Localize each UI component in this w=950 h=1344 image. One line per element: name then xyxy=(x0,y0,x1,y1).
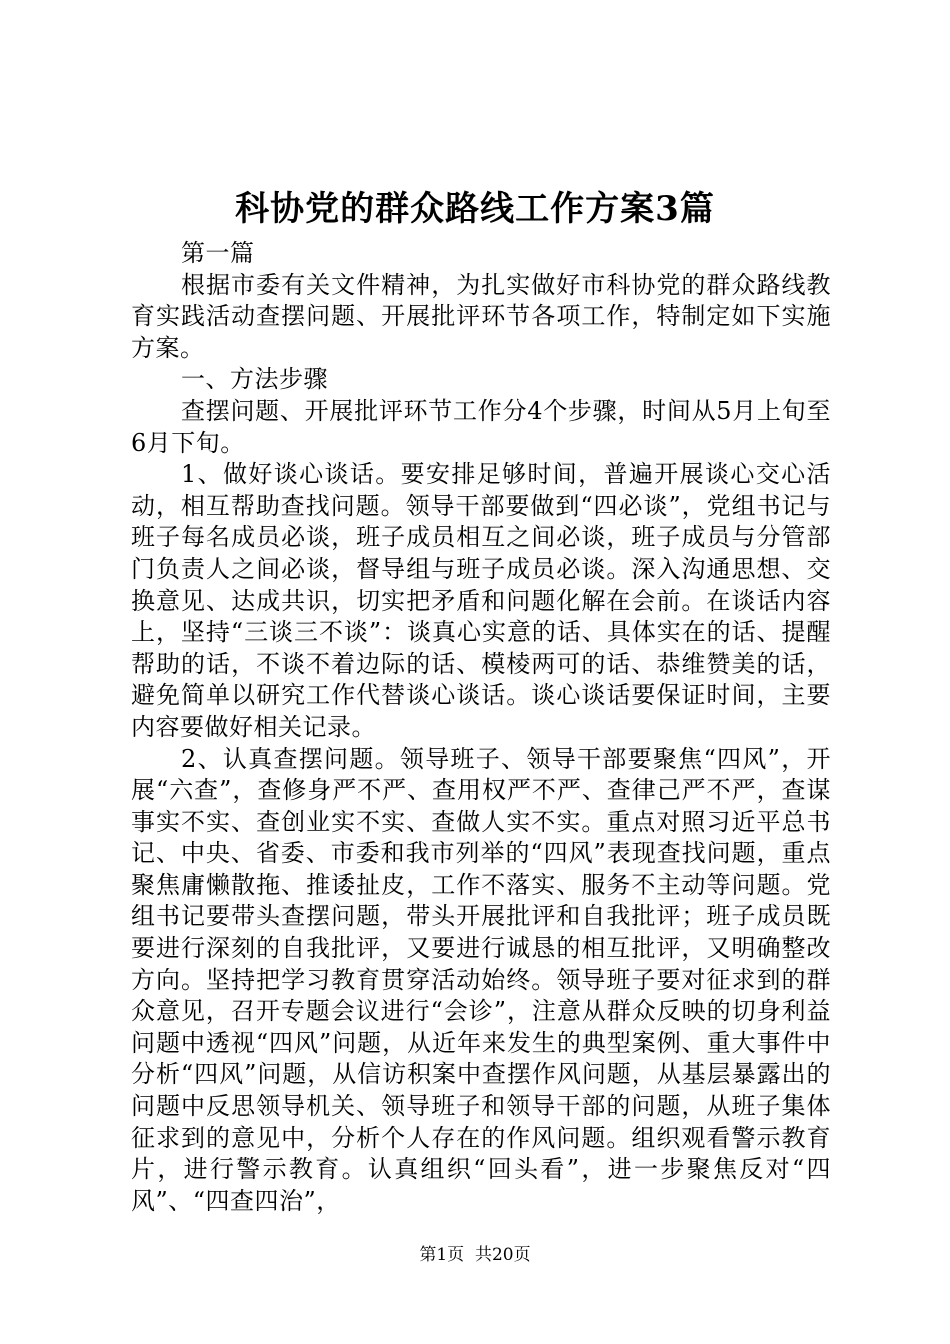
intro-paragraph: 根据市委有关文件精神，为扎实做好市科协党的群众路线教育实践活动查摆问题、开展批评环节各项工作，特制定如下实施方案。 xyxy=(131,270,831,362)
step-1-paragraph: 1、做好谈心谈话。要安排足够时间，普遍开展谈心交心活动，相互帮助查找问题。领导干部要做到“四必谈”，党组书记与班子每名成员必谈，班子成员相互之间必谈，班子成员与分管部门负责人之间必谈，督导组与班子成员必谈。深入沟通思想、交换意见、达成共识，切实把矛盾和问题化解在会前。在谈话内容上，坚持“三谈三不谈”：谈真心实意的话、具体实在的话、提醒帮助的话，不谈不着边际的话、模棱两可的话、恭维赞美的话，避免简单以研究工作代替谈心谈话。谈心谈话要保证时间，主要内容要做好相关记录。 xyxy=(131,460,831,741)
page-number: 第1页 共20页 xyxy=(419,1245,531,1265)
schedule-paragraph: 查摆问题、开展批评环节工作分4个步骤，时间从5月上旬至6月下旬。 xyxy=(131,396,831,457)
page-footer xyxy=(0,1244,950,1266)
document-title: 科协党的群众路线工作方案3篇 xyxy=(235,189,715,229)
step-2-paragraph: 2、认真查摆问题。领导班子、领导干部要聚焦“四风”，开展“六查”，查修身严不严、查用权严不严、查律己严不严，查谋事实不实、查创业实不实、查做人实不实。重点对照习近平总书记、中央、省委、市委和我市列举的“四风”表现查找问题，重点聚焦庸懒散拖、推诿扯皮，工作不落实、服务不主动等问题。党组书记要带头查摆问题，带头开展批评和自我批评；班子成员既要进行深刻的自我批评，又要进行诚恳的相互批评，又明确整改方向。坚持把学习教育贯穿活动始终。领导班子要对征求到的群众意见，召开专题会议进行“会诊”，注意从群众反映的切身利益问题中透视“四风”问题，从近年来发生的典型案例、重大事件中分析“四风”问题，从信访积案中查摆作风问题，从基层暴露出的问题中反思领导机关、领导班子和领导干部的问题，从班子集体征求到的意见中，分析个人存在的作风问题。组织观看警示教育片，进行警示教育。认真组织“回头看”，进一步聚焦反对“四风”、“四查四治”， xyxy=(131,744,831,1215)
section-heading-first: 第一篇 xyxy=(181,239,255,267)
document-body xyxy=(131,238,831,1217)
section-heading-methods: 一、方法步骤 xyxy=(181,365,328,394)
